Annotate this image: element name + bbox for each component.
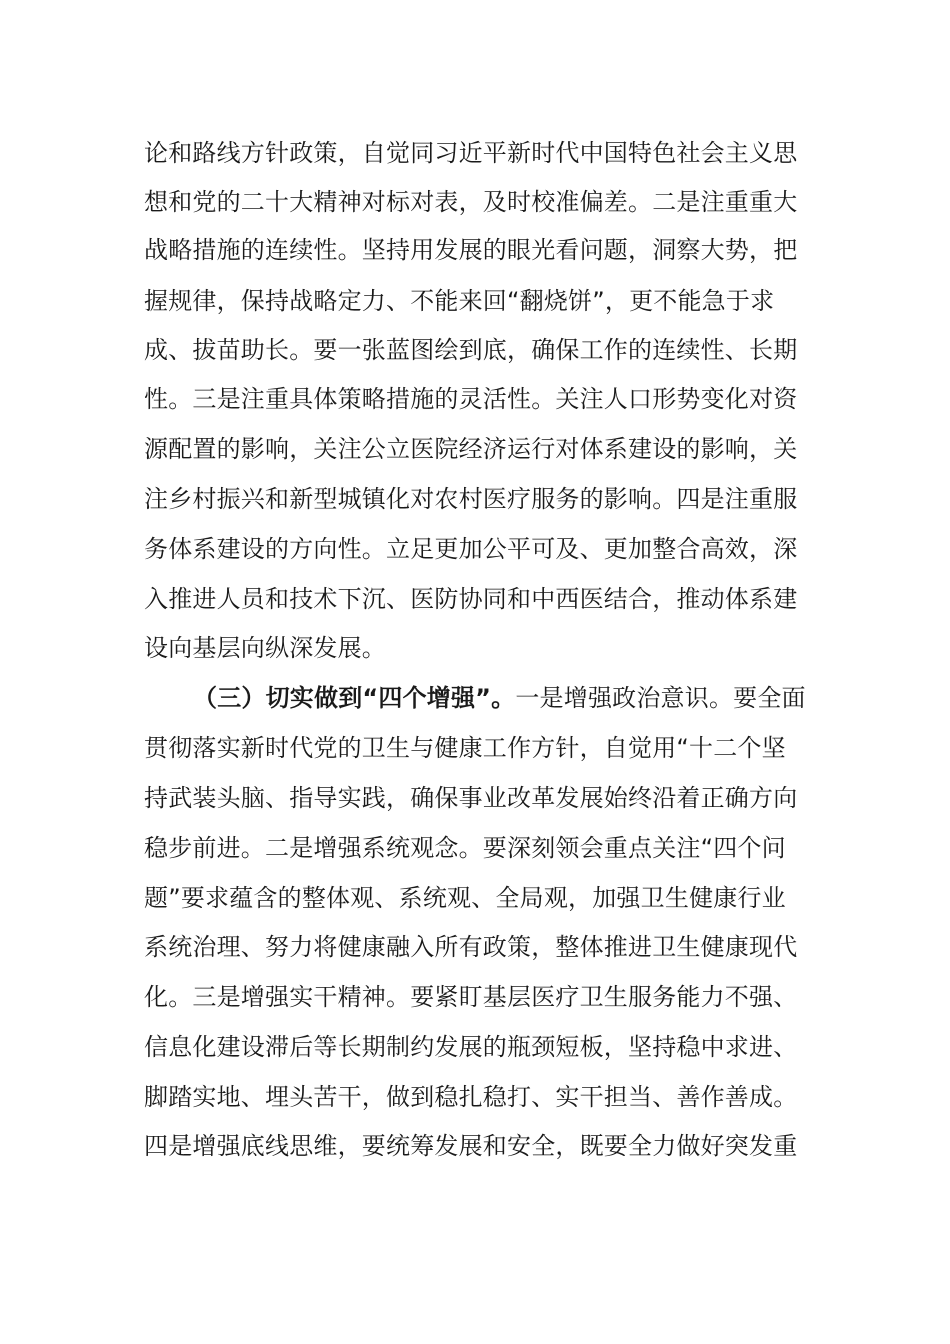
text-line: 题”要求蕴含的整体观、系统观、全局观，加强卫生健康行业: [144, 884, 786, 912]
text-line: 脚踏实地、埋头苦干，做到稳扎稳打、实干担当、善作善成。: [144, 1083, 798, 1111]
text-line: 成、拔苗助长。要一张蓝图绘到底，确保工作的连续性、长期: [144, 336, 798, 364]
text-line: 化。三是增强实干精神。要紧盯基层医疗卫生服务能力不强、: [144, 983, 798, 1011]
text-line: 注乡村振兴和新型城镇化对农村医疗服务的影响。四是注重服: [144, 485, 798, 513]
text-line: 战略措施的连续性。坚持用发展的眼光看问题，洞察大势，把: [144, 236, 798, 264]
text-line: 系统治理、努力将健康融入所有政策，整体推进卫生健康现代: [144, 933, 798, 961]
section-heading: （三）切实做到“四个增强”。: [193, 684, 516, 712]
text-line: 入推进人员和技术下沉、医防协同和中西医结合，推动体系建: [144, 585, 798, 613]
text-line: 想和党的二十大精神对标对表，及时校准偏差。二是注重重大: [144, 188, 798, 216]
text-line: 论和路线方针政策，自觉同习近平新时代中国特色社会主义思: [144, 139, 798, 167]
text-line: 持武装头脑、指导实践，确保事业改革发展始终沿着正确方向: [144, 784, 798, 812]
text-run: 一是增强政治意识。要全面: [515, 684, 806, 712]
text-line: 性。三是注重具体策略措施的灵活性。关注人口形势变化对资: [144, 385, 798, 413]
section-heading-line: [193, 680, 806, 716]
text-line: 源配置的影响，关注公立医院经济运行对体系建设的影响，关: [144, 435, 798, 463]
text-line: 务体系建设的方向性。立足更加公平可及、更加整合高效，深: [144, 535, 798, 563]
text-line: 四是增强底线思维，要统筹发展和安全，既要全力做好突发重: [144, 1132, 798, 1160]
text-line: 贯彻落实新时代党的卫生与健康工作方针，自觉用“十二个坚: [144, 734, 786, 762]
text-line: 握规律，保持战略定力、不能来回“翻烧饼”，更不能急于求: [144, 287, 775, 315]
text-line: 稳步前进。二是增强系统观念。要深刻领会重点关注“四个问: [144, 834, 786, 862]
text-line: 设向基层向纵深发展。: [144, 634, 386, 662]
text-line: 信息化建设滞后等长期制约发展的瓶颈短板，坚持稳中求进、: [144, 1033, 798, 1061]
